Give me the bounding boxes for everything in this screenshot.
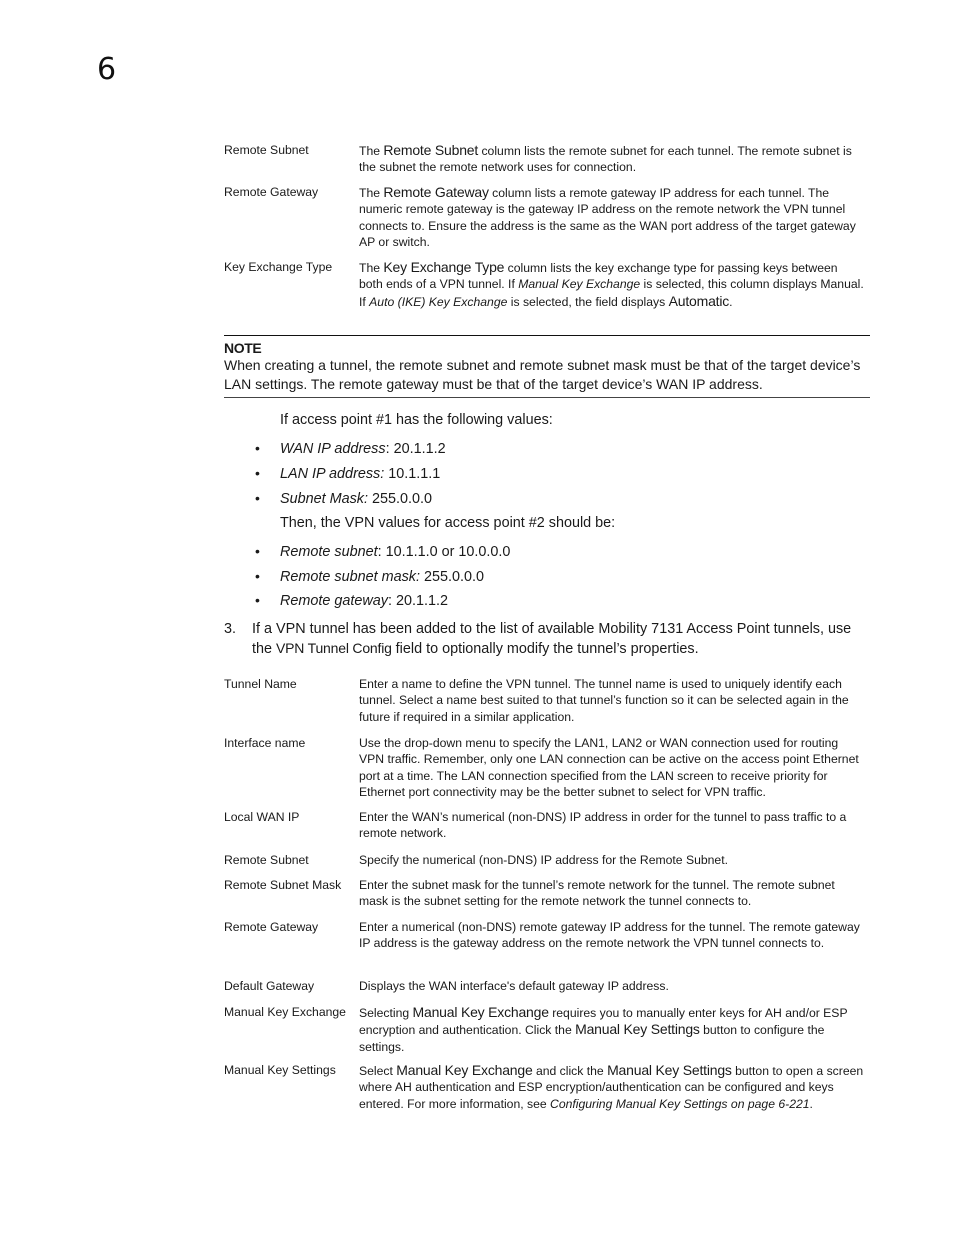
intro-ap2: Then, the VPN values for access point #2 should be: [280, 515, 616, 531]
bullet-icon: • [255, 568, 260, 584]
text-run: Enter a name to define the VPN tunnel. The tunnel name is used to uniquely identify each tunnel. Select a name best suited to that tunnel’s function so it can be selected again in the future if required in a similar application. [359, 677, 849, 724]
text-run: button to configure the settings. [359, 1023, 825, 1054]
list-item [255, 489, 432, 508]
term-remote-gateway: Remote Gateway [224, 920, 319, 934]
text-run: The [359, 144, 384, 158]
desc-remote-subnet [359, 852, 864, 868]
emphasis: Manual Key Exchange [518, 277, 641, 292]
value: 10.1.1.1 [388, 466, 441, 482]
value: 20.1.1.2 [393, 441, 446, 457]
step-text-after: field to optionally modify the tunnel’s properties. [391, 640, 699, 657]
table-row [224, 978, 864, 994]
separator: : [385, 441, 394, 457]
value: 255.0.0.0 [372, 491, 433, 507]
table-row [224, 1004, 864, 1055]
desc-local-wan-ip [359, 809, 864, 842]
text-run: column lists the key exchange type for passing keys between both ends of a VPN tunnel. If [359, 261, 838, 292]
text-run: requires you to manually enter keys for AH and/or ESP encryption and authentication. Click the [359, 1006, 848, 1038]
text-run: Use the drop-down menu to specify the LAN1, LAN2 or WAN connection used for routing VPN traffic. Remember, only one LAN connection can be active on the access point Ethernet port at a time. The LAN connection specified from the LAN screen to receive priority for Ethernet port connectivity may be the better subnet to select for VPN traffic. [359, 736, 859, 800]
term-remote-subnet: Remote Subnet [224, 853, 309, 867]
term-key-exchange-type: Key Exchange Type [224, 260, 333, 274]
bullet-icon: • [255, 440, 260, 456]
table-row [224, 676, 864, 725]
table-row [224, 259, 864, 310]
value-label: Subnet Mask: [280, 491, 368, 507]
list-item [255, 464, 440, 483]
desc-remote-gateway [359, 184, 864, 251]
text-run: Displays the WAN interface's default gateway IP address. [359, 979, 669, 993]
ui-term: Remote Subnet [383, 142, 479, 158]
step-3 [224, 620, 874, 658]
desc-remote-subnet-mask [359, 877, 864, 910]
ui-term: Automatic [668, 292, 730, 309]
desc-interface-name [359, 735, 864, 801]
desc-default-gateway [359, 978, 864, 994]
text-run: The [359, 186, 384, 200]
note-box [224, 335, 870, 398]
table-row [224, 184, 864, 251]
text-run: is selected, this column displays Manual. If [359, 277, 864, 309]
term-remote-subnet: Remote Subnet [224, 143, 309, 157]
term-tunnel-name: Tunnel Name [224, 677, 297, 691]
value: 20.1.1.2 [396, 593, 449, 609]
term-remote-gateway: Remote Gateway [224, 185, 319, 199]
value: 10.1.1.0 or 10.0.0.0 [385, 544, 511, 560]
ui-term: Manual Key Exchange [396, 1062, 533, 1078]
table-row [224, 809, 864, 842]
value-label: Remote subnet [280, 544, 378, 560]
table-row [224, 877, 864, 910]
text-run: Enter a numerical (non-DNS) remote gateway IP address for the tunnel. The remote gateway IP address is the gateway address on the remote network the VPN tunnel connects to. [359, 920, 860, 951]
desc-remote-subnet [359, 142, 864, 176]
text-run: Selecting [359, 1006, 413, 1020]
bullet-icon: • [255, 592, 260, 608]
list-item [255, 567, 484, 586]
list-item [255, 542, 510, 561]
term-local-wan-ip: Local WAN IP [224, 810, 300, 824]
text-run: . [729, 294, 733, 309]
ui-term: Manual Key Settings [575, 1021, 700, 1038]
emphasis: Configuring Manual Key Settings on page 6-221 [550, 1096, 810, 1111]
bullet-icon: • [255, 490, 260, 506]
emphasis: Auto (IKE) Key Exchange [369, 294, 508, 309]
text-run: Select [359, 1064, 397, 1078]
separator: : [377, 544, 386, 560]
value-label: Remote subnet mask: [280, 569, 420, 585]
desc-manual-key-exchange [359, 1004, 864, 1055]
ui-term: Key Exchange Type [383, 259, 505, 275]
table-row [224, 142, 864, 176]
bullet-icon: • [255, 465, 260, 481]
text-run: Enter the subnet mask for the tunnel’s remote network for the tunnel. The remote subnet mask is the subnet setting for the remote network the tunnel connects to. [359, 878, 835, 909]
ui-term: Manual Key Exchange [412, 1004, 549, 1020]
text-run: Specify the numerical (non-DNS) IP address for the Remote Subnet. [359, 853, 728, 867]
step-text [252, 620, 874, 658]
term-remote-subnet-mask: Remote Subnet Mask [224, 878, 342, 892]
value: 255.0.0.0 [423, 569, 484, 585]
list-item [255, 591, 448, 610]
vpn-tunnel-config-ref: VPN Tunnel Config [276, 639, 392, 656]
term-manual-key-settings: Manual Key Settings [224, 1063, 336, 1077]
value-label: Remote gateway [280, 593, 388, 609]
note-label: NOTE [224, 340, 262, 356]
text-run: and click the [532, 1064, 608, 1078]
desc-remote-gateway [359, 919, 864, 952]
ui-term: Remote Gateway [383, 184, 489, 200]
list-item [255, 439, 446, 458]
table-row [224, 852, 864, 868]
text-run: button to open a screen where AH authentication and ESP encryption/authentication can be configured and keys entered. For more information, see [359, 1064, 864, 1111]
text-run: is selected, the field displays [507, 294, 669, 309]
step-number: 3. [224, 621, 237, 637]
term-manual-key-exchange: Manual Key Exchange [224, 1005, 346, 1019]
bullet-icon: • [255, 543, 260, 559]
value-label: LAN IP address: [280, 466, 385, 482]
text-run: . [809, 1096, 813, 1111]
desc-tunnel-name [359, 676, 864, 725]
text-run: Enter the WAN’s numerical (non-DNS) IP address in order for the tunnel to pass traffic to a remote network. [359, 810, 847, 841]
desc-manual-key-settings [359, 1062, 864, 1112]
intro-ap1: If access point #1 has the following values: [280, 412, 553, 428]
text-run: The [359, 261, 384, 275]
ui-term: Manual Key Settings [607, 1062, 732, 1078]
separator: : [388, 593, 396, 609]
table-row [224, 735, 864, 801]
desc-key-exchange-type [359, 259, 864, 310]
chapter-number: 6 [97, 52, 117, 87]
table-row [224, 1062, 864, 1112]
text-run: column lists a remote gateway IP address for each tunnel. The numeric remote gateway is the gateway IP address on the remote network the VPN tunnel connects to. Ensure the address is the same as the WAN port address of the target gateway AP or switch. [359, 186, 856, 250]
term-interface-name: Interface name [224, 736, 306, 750]
table-row [224, 919, 864, 952]
term-default-gateway: Default Gateway [224, 979, 315, 993]
note-text: When creating a tunnel, the remote subnet and remote subnet mask must be that of the target device’s LAN settings. The remote gateway must be that of the target device’s WAN IP address. [224, 357, 861, 392]
step-text-before: If a VPN tunnel has been added to the list of available Mobility 7131 Access Point tunnels, use the [252, 621, 852, 657]
value-label: WAN IP address [280, 441, 386, 457]
text-run: column lists the remote subnet for each tunnel. The remote subnet is the subnet the remote network uses for connection. [359, 144, 852, 175]
